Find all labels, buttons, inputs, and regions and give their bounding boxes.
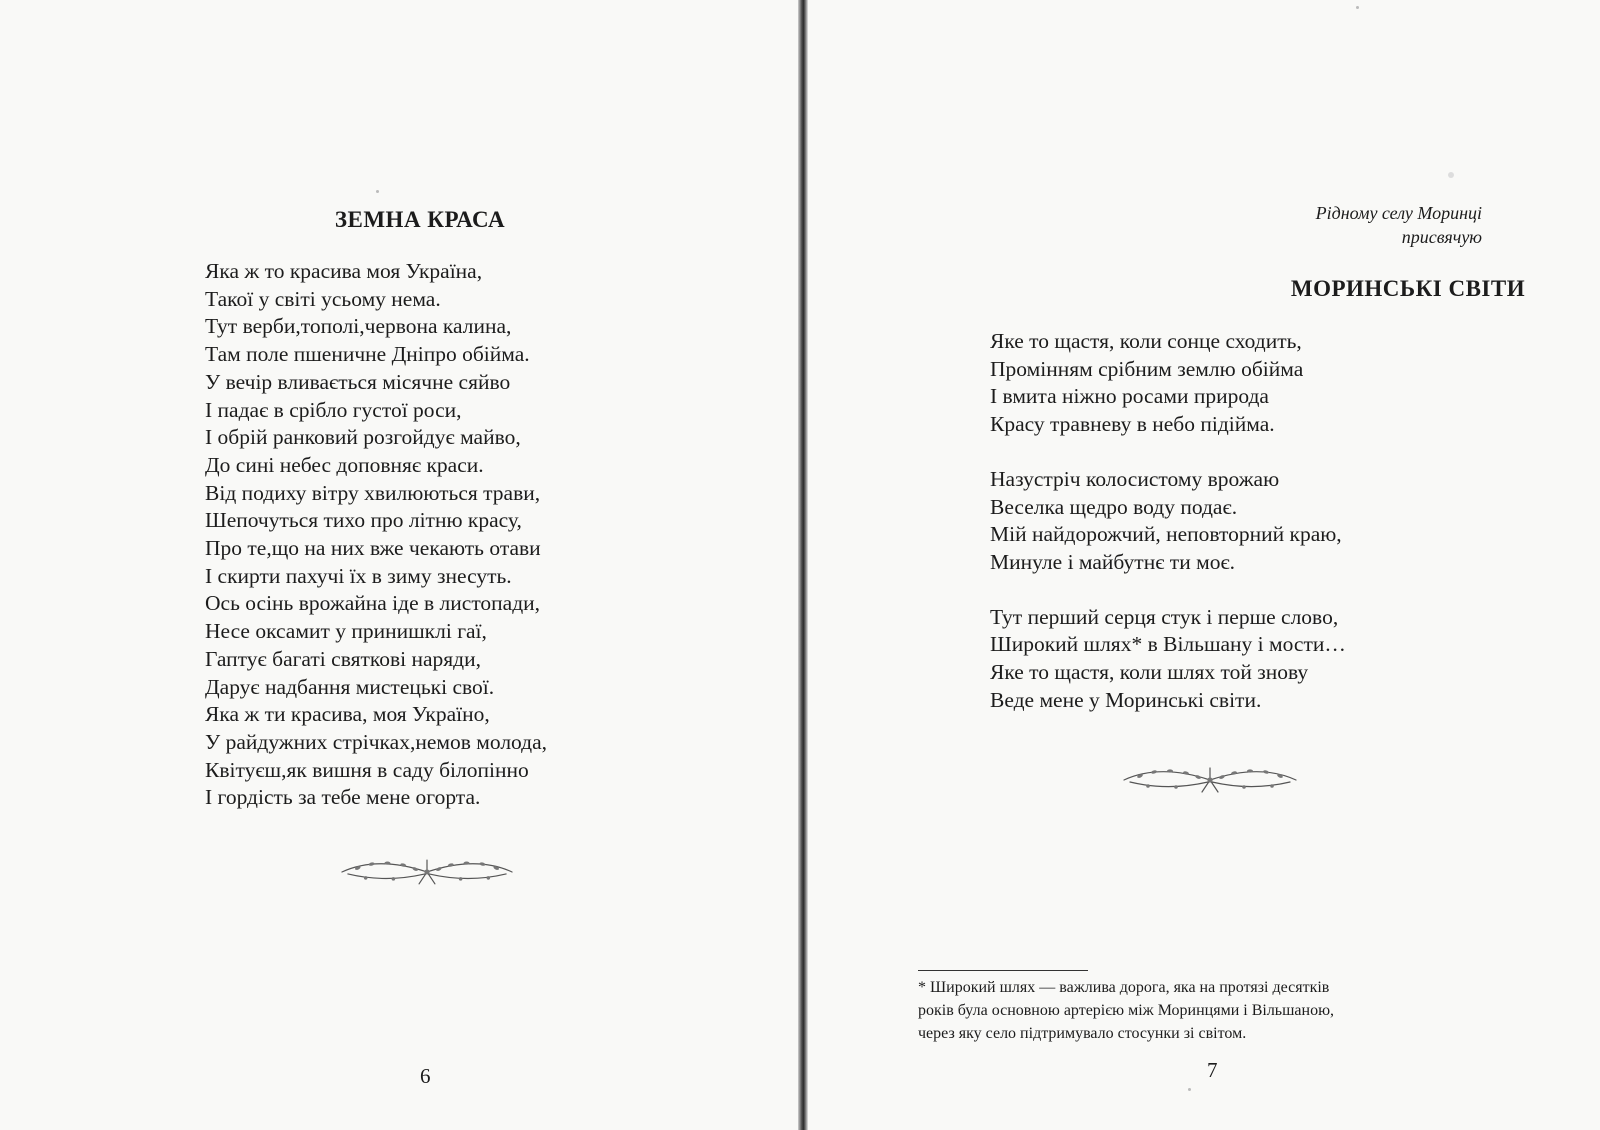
poem-line: Яка ж ти красива, моя Україно,: [205, 702, 490, 727]
poem-line: Квітуєш,як вишня в саду білопінно: [205, 757, 529, 782]
poem-line: Ось осінь врожайна іде в листопади,: [205, 591, 541, 616]
poem-text: [990, 328, 1346, 741]
poem-title: ЗЕМНА КРАСА: [334, 207, 506, 232]
left-page: [0, 0, 798, 1130]
footnote-divider: [918, 970, 1088, 971]
poem-line: І гордість за тебе мене огорта.: [205, 785, 481, 810]
poem-line: У райдужних стрічках,немов молода,: [205, 729, 548, 754]
poem-line: Такої у світі усьому нема.: [205, 286, 441, 311]
poem-line: Широкий шлях* в Вільшану і мости…: [990, 632, 1346, 657]
poem-line: Яке то щастя, коли сонце сходить,: [990, 329, 1302, 353]
poem-line: Назустріч колосистому врожаю: [990, 466, 1280, 491]
right-page: [808, 0, 1600, 1130]
footnote-line: * Широкий шлях — важлива дорога, яка на протязі десятків: [918, 979, 1330, 996]
poem-line: До сині небес доповняє краси.: [205, 452, 484, 477]
poem-title: МОРИНСЬКІ СВІТИ: [1290, 276, 1526, 301]
poem-line: Несе оксамит у принишклі гаї,: [205, 619, 487, 644]
paper-speck: [1188, 1088, 1191, 1091]
poem-line: Яке то щастя, коли шлях той знову: [990, 660, 1309, 685]
poem-line: У вечір вливається місячне сяйво: [205, 369, 511, 394]
footnote-line: через яку село підтримувало стосунки зі світом.: [918, 1025, 1247, 1042]
footnote: [918, 976, 1518, 1045]
stanza: [990, 604, 1346, 715]
poem-line: Веселка щедро воду подає.: [990, 494, 1238, 519]
poem-line: Про те,що на них вже чекають отави: [205, 536, 541, 561]
poem-line: Мій найдорожчий, неповторний краю,: [990, 522, 1342, 547]
poem-text: [205, 258, 547, 812]
dedication-line: Рідному селу Моринці: [1315, 203, 1482, 223]
poem-line: І вмита ніжно росами природа: [990, 384, 1269, 409]
poem-line: І скирти пахучі їх в зиму знесуть.: [205, 563, 512, 588]
poem-line: Там поле пшеничне Дніпро обійма.: [205, 342, 530, 367]
paper-speck: [376, 190, 379, 193]
poem-line: Від подиху вітру хвилюються трави,: [205, 480, 541, 505]
paper-speck: [1448, 172, 1454, 178]
page-number: 6: [420, 1064, 431, 1088]
floral-ornament-icon: [338, 850, 516, 890]
dedication-line: присвячую: [1401, 227, 1482, 247]
poem-line: Промінням срібним землю обійма: [990, 356, 1304, 381]
poem-line: Красу травневу в небо підійма.: [990, 412, 1275, 437]
poem-line: І обрій ранковий розгойдує майво,: [205, 425, 521, 450]
poem-line: І падає в срібло густої роси,: [205, 397, 462, 422]
floral-ornament-icon: [1120, 758, 1300, 798]
poem-line: Тут перший серця стук і перше слово,: [990, 604, 1339, 629]
stanza: [990, 466, 1346, 577]
poem-line: Гаптує багаті святкові наряди,: [205, 646, 481, 671]
book-gutter: [798, 0, 808, 1130]
dedication: [1316, 201, 1482, 249]
poem-line: Тут верби,тополі,червона калина,: [205, 314, 512, 339]
footnote-line: років була основною артерією між Моринцями і Вільшаною,: [918, 1002, 1335, 1019]
poem-line: Минуле і майбутнє ти моє.: [990, 549, 1236, 574]
poem-line: Яка ж то красива моя Україна,: [205, 259, 483, 283]
poem-line: Шепочуться тихо про літню красу,: [205, 508, 522, 533]
poem-line: Веде мене у Моринські світи.: [990, 687, 1262, 712]
poem-line: Дарує надбання мистецькі свої.: [205, 674, 495, 699]
page-number: 7: [1207, 1058, 1218, 1082]
stanza: [990, 328, 1346, 439]
paper-speck: [1356, 6, 1359, 9]
